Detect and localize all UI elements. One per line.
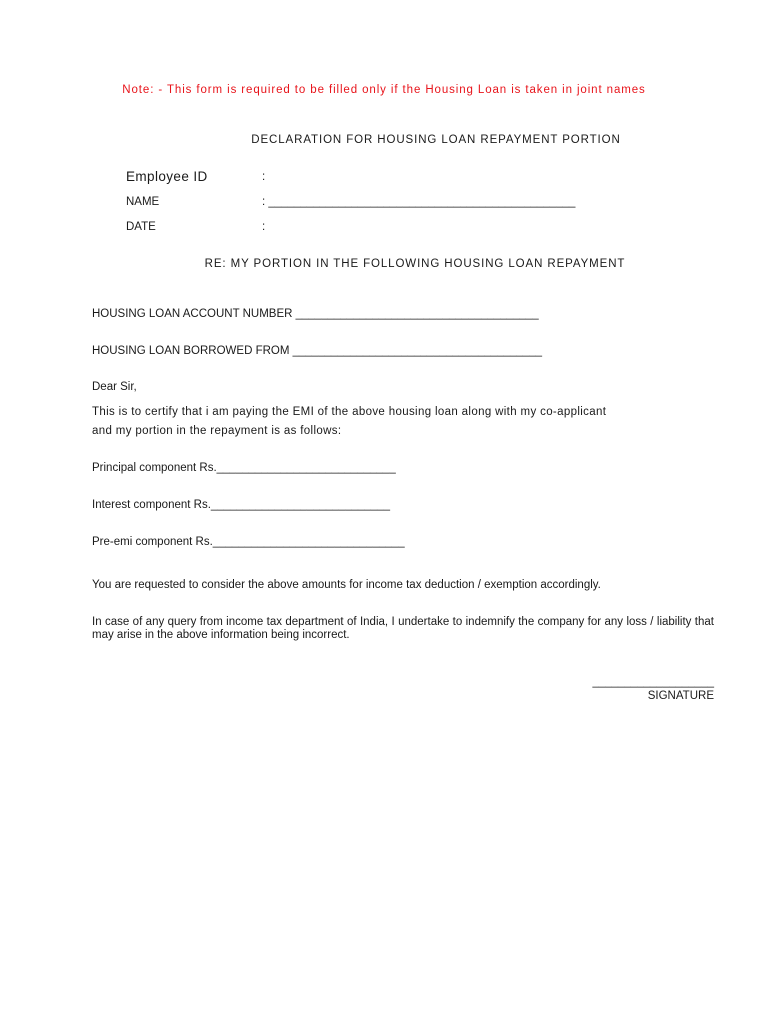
- principal-component-line: Principal component Rs.____________________________: [92, 462, 396, 474]
- indemnify-paragraph: In case of any query from income tax department of India, I undertake to indemnify the company for any loss / liability that may arise in the above information being incorrect.: [92, 616, 714, 641]
- name-field-line: : ________________________________________________: [262, 196, 576, 208]
- loan-borrowed-from-line: HOUSING LOAN BORROWED FROM _______________________________________: [92, 345, 543, 357]
- employee-id-label: Employee ID: [126, 169, 208, 184]
- joint-names-note: Note: - This form is required to be filled only if the Housing Loan is taken in joint names: [122, 84, 646, 96]
- employee-id-separator: :: [262, 171, 266, 183]
- date-label: DATE: [126, 221, 156, 233]
- loan-account-number-line: HOUSING LOAN ACCOUNT NUMBER ______________________________________: [92, 308, 539, 320]
- signature-label: SIGNATURE: [647, 690, 714, 702]
- request-paragraph: You are requested to consider the above amounts for income tax deduction / exemption accordingly.: [92, 579, 601, 591]
- interest-component-line: Interest component Rs.____________________________: [92, 499, 390, 511]
- date-separator: :: [262, 221, 266, 233]
- re-heading: RE: MY PORTION IN THE FOLLOWING HOUSING LOAN REPAYMENT: [204, 258, 626, 270]
- certify-line-1: This is to certify that i am paying the EMI of the above housing loan along with my co-applicant: [92, 406, 607, 418]
- page-title: DECLARATION FOR HOUSING LOAN REPAYMENT PORTION: [251, 134, 621, 146]
- signature-line: ___________________: [592, 676, 714, 688]
- preemi-component-line: Pre-emi component Rs.______________________________: [92, 536, 405, 548]
- salutation: Dear Sir,: [92, 381, 137, 393]
- certify-line-2: and my portion in the repayment is as follows:: [92, 425, 342, 437]
- name-label: NAME: [126, 196, 160, 208]
